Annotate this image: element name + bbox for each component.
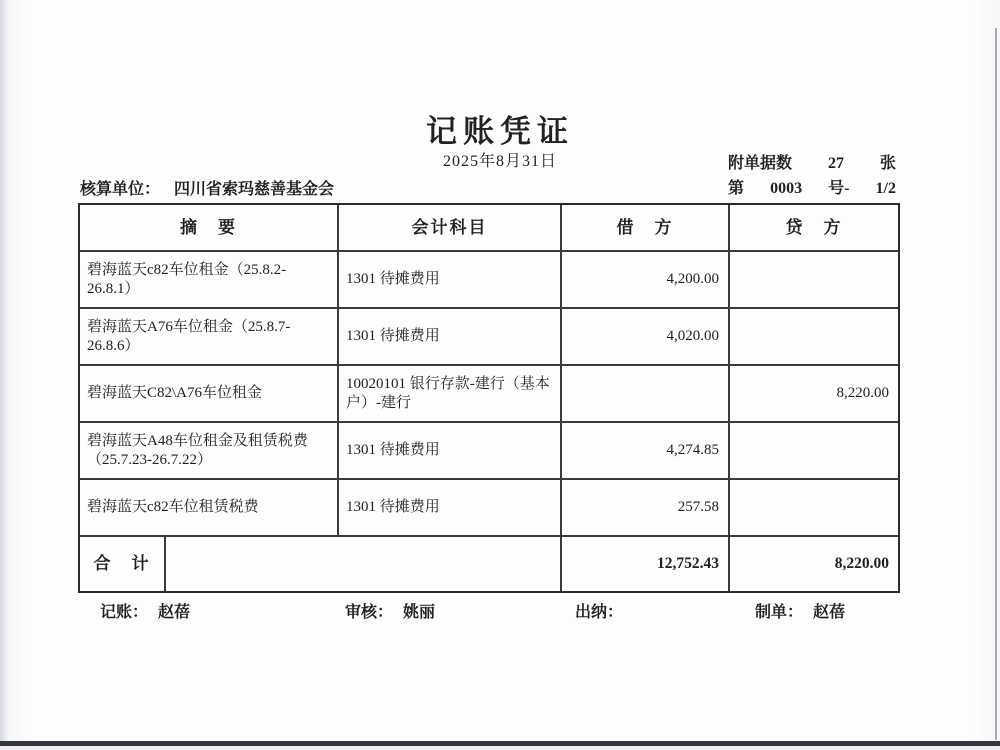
cashier-label: 出纳：	[575, 604, 624, 621]
total-label: 合 计	[80, 537, 166, 591]
debit-cell	[562, 423, 730, 478]
header-subject: 会计科目	[339, 205, 562, 250]
subject-text: 10020101 银行存款-建行（基本户）-建行	[346, 375, 550, 411]
table-row	[80, 480, 898, 537]
subject-text: 1301 待摊费用	[346, 442, 440, 459]
scan-below-edge	[0, 746, 1000, 750]
total-spacer	[166, 537, 562, 591]
table-row	[80, 252, 898, 309]
debit-cell	[562, 252, 730, 307]
debit-text: 257.58	[677, 499, 719, 516]
summary-cell	[80, 309, 339, 364]
credit-cell	[730, 423, 898, 478]
summary-cell	[80, 252, 339, 307]
debit-text: 4,200.00	[666, 271, 719, 288]
summary-cell	[80, 480, 339, 535]
debit-text: 4,020.00	[666, 328, 719, 345]
voucher-date: 2025年8月31日	[442, 153, 557, 170]
header-credit: 贷 方	[785, 217, 843, 237]
subject-text: 1301 待摊费用	[346, 271, 440, 288]
attachment-info	[728, 150, 896, 173]
accounting-unit-value: 四川省索玛慈善基金会	[174, 181, 335, 198]
table-row	[80, 309, 898, 366]
reviewer-label: 审核：	[345, 604, 394, 621]
credit-cell	[730, 480, 898, 535]
credit-cell	[730, 252, 898, 307]
signature-row	[0, 599, 1000, 623]
voucher-no-suffix: 号-	[828, 180, 850, 197]
voucher-no-prefix: 第	[728, 180, 745, 197]
preparer-name: 赵蓓	[813, 604, 846, 621]
bookkeeper-name: 赵蓓	[158, 604, 191, 621]
subject-text: 1301 待摊费用	[346, 328, 440, 345]
subject-cell	[339, 480, 562, 535]
total-debit	[562, 537, 730, 591]
bookkeeper-label: 记账：	[100, 604, 149, 621]
voucher-number	[728, 175, 896, 198]
reviewer-signature	[345, 599, 435, 622]
reviewer-name: 姚丽	[403, 604, 436, 621]
debit-text: 4,274.85	[666, 442, 719, 459]
voucher-no-number: 0003	[770, 180, 803, 197]
summary-text: 碧海蓝天A76车位租金（25.8.7-26.8.6）	[87, 318, 291, 354]
table-row	[80, 423, 898, 480]
bookkeeper-signature	[100, 599, 190, 622]
credit-cell	[730, 309, 898, 364]
header-debit: 借 方	[562, 205, 730, 250]
table-row	[80, 366, 898, 423]
table-total-row	[80, 537, 898, 591]
total-credit	[730, 537, 898, 591]
accounting-unit-label: 核算单位：	[80, 181, 161, 198]
total-debit-text: 12,752.43	[657, 555, 719, 573]
preparer-label: 制单：	[755, 604, 804, 621]
voucher-no-page: 1/2	[875, 180, 896, 197]
subject-cell	[339, 309, 562, 364]
subject-cell	[339, 423, 562, 478]
credit-text: 8,220.00	[836, 385, 889, 402]
cashier-signature	[575, 599, 633, 622]
subject-cell	[339, 252, 562, 307]
attachment-unit: 张	[879, 155, 896, 172]
total-credit-text: 8,220.00	[834, 555, 889, 573]
credit-cell	[730, 366, 898, 421]
subject-cell	[339, 366, 562, 421]
summary-text: 碧海蓝天A48车位租金及租赁税费（25.7.23-26.7.22）	[87, 432, 308, 468]
preparer-signature	[755, 599, 845, 622]
debit-cell	[562, 309, 730, 364]
attachment-label: 附单据数	[728, 155, 793, 172]
table-header-row	[80, 205, 898, 252]
summary-text: 碧海蓝天c82车位租金（25.8.2-26.8.1）	[87, 261, 287, 297]
subject-text: 1301 待摊费用	[346, 499, 440, 516]
debit-cell	[562, 366, 730, 421]
summary-cell	[80, 366, 339, 421]
accounting-unit	[80, 176, 334, 199]
summary-text: 碧海蓝天C82\A76车位租金	[87, 385, 263, 402]
debit-cell	[562, 480, 730, 535]
summary-cell	[80, 423, 339, 478]
attachment-count: 27	[828, 155, 844, 172]
summary-text: 碧海蓝天c82车位租赁税费	[87, 499, 259, 516]
voucher-title: 记账凭证	[426, 114, 574, 149]
header-summary: 摘 要	[80, 205, 339, 250]
voucher-table	[78, 203, 900, 593]
